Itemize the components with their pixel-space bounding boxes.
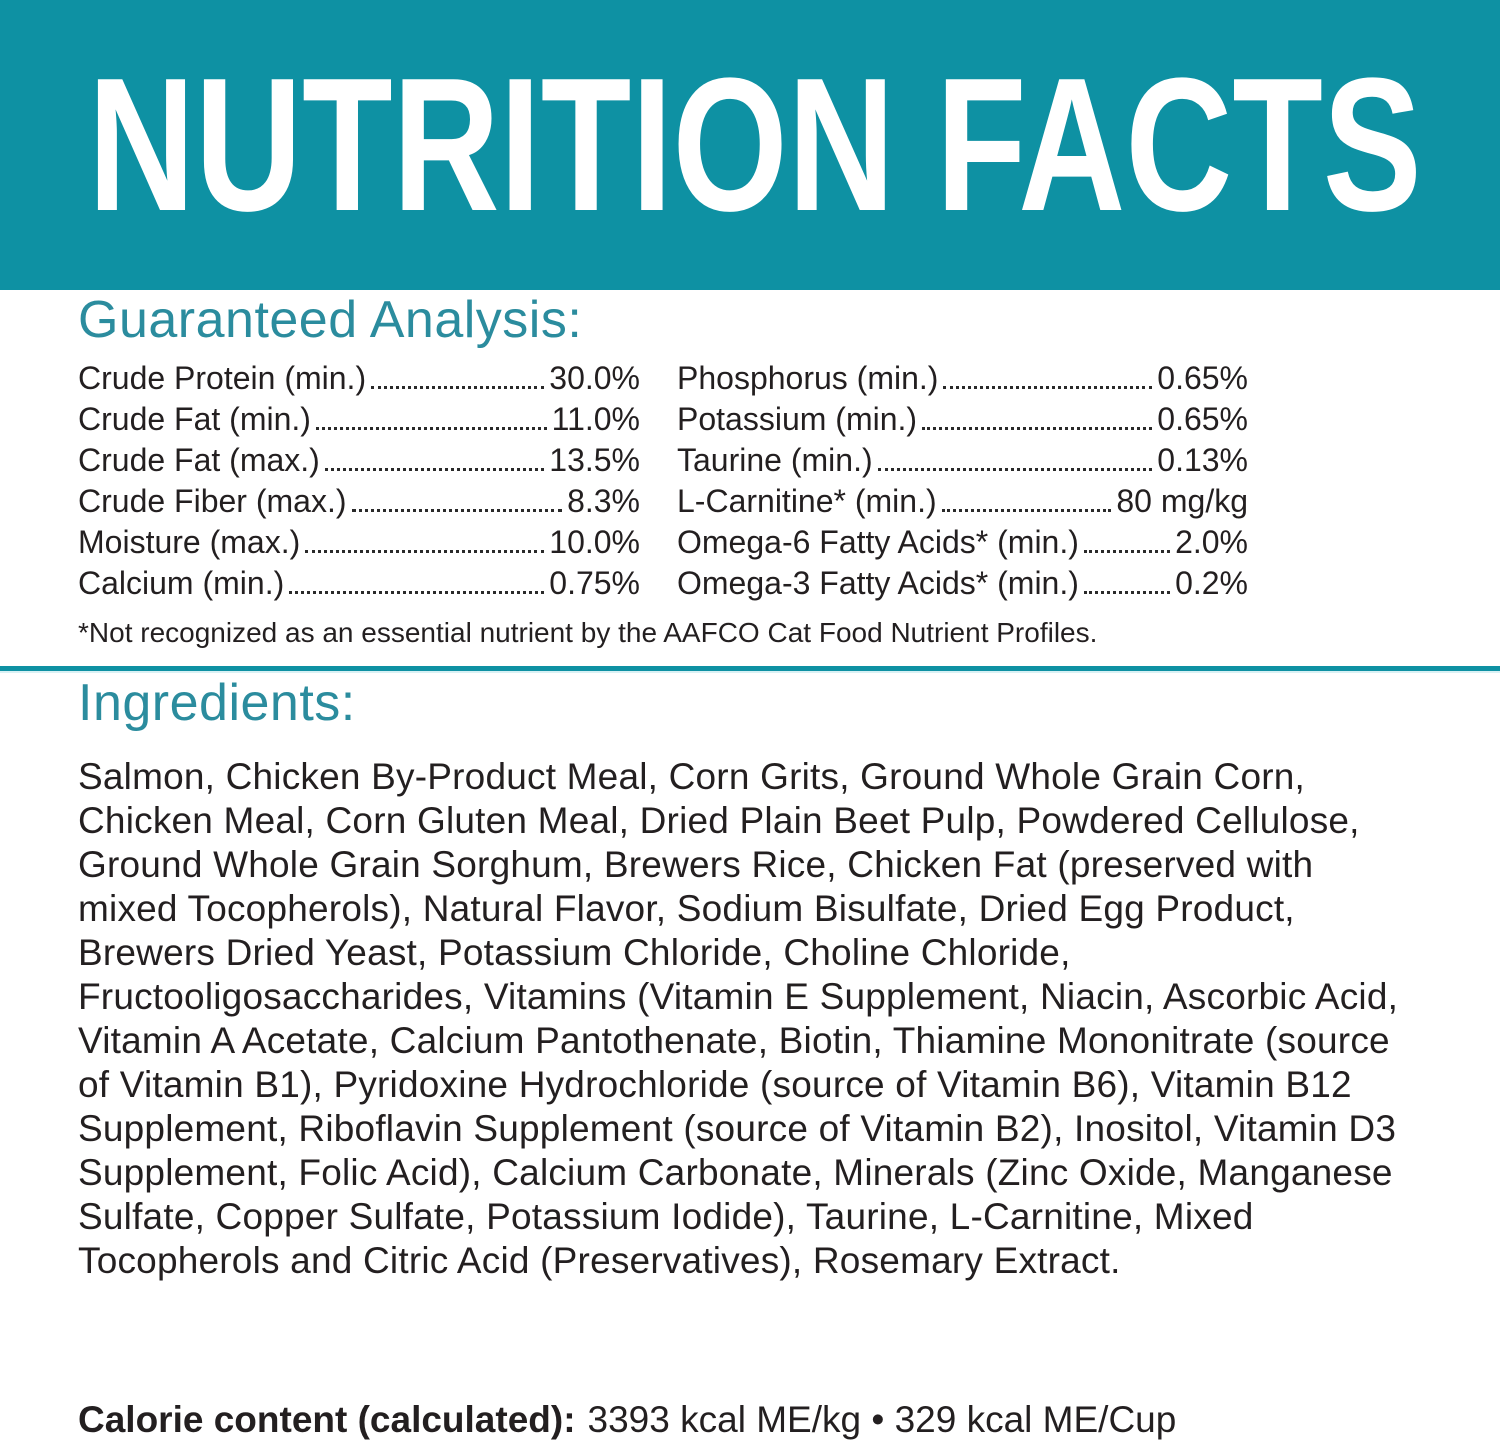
analysis-value: 80 mg/kg (1116, 483, 1248, 519)
aafco-footnote: *Not recognized as an essential nutrient by the AAFCO Cat Food Nutrient Profiles. (78, 617, 1098, 648)
analysis-value: 2.0% (1175, 524, 1248, 560)
analysis-label: Omega-3 Fatty Acids* (min.) (677, 565, 1079, 601)
section-divider (0, 666, 1500, 673)
analysis-row (78, 399, 640, 440)
analysis-row (677, 563, 1248, 604)
analysis-row (677, 522, 1248, 563)
analysis-row (78, 563, 640, 604)
dot-leader (316, 427, 547, 430)
analysis-label: Taurine (min.) (677, 442, 873, 478)
analysis-value: 0.65% (1157, 401, 1248, 437)
analysis-value: 8.3% (567, 483, 640, 519)
analysis-label: Omega-6 Fatty Acids* (min.) (677, 524, 1079, 560)
ingredients-list: Salmon, Chicken By-Product Meal, Corn Grits, Ground Whole Grain Corn, Chicken Meal, Corn Gluten Meal, Dried Plain Beet Pulp, Powdered Cellulose, Ground Whole Grain Sorghum, Brewers Rice, Chicken Fat (preserved with mixed Tocopherols), Natural Flavor, Sodium Bisulfate, Dried Egg Product, Brewers Dried Yeast, Potassium Chloride, Choline Chloride, Fructooligosaccharides, Vitamins (Vitamin E Supplement, Niacin, Ascorbic Acid, Vitamin A Acetate, Calcium Pantothenate, Biotin, Thiamine Mononitrate (source of Vitamin B1), Pyridoxine Hydrochloride (source of Vitamin B6), Vitamin B12 Supplement, Riboflavin Supplement (source of Vitamin B2), Inositol, Vitamin D3 Supplement, Folic Acid), Calcium Carbonate, Minerals (Zinc Oxide, Manganese Sulfate, Copper Sulfate, Potassium Iodide), Taurine, L-Carnitine, Mixed Tocopherols and Citric Acid (Preservatives), Rosemary Extract. (78, 756, 1399, 1281)
analysis-value: 0.65% (1157, 360, 1248, 396)
analysis-value: 10.0% (549, 524, 640, 560)
dot-leader (878, 468, 1153, 471)
dot-leader (922, 427, 1152, 430)
analysis-label: Phosphorus (min.) (677, 360, 939, 396)
calorie-content-value: 3393 kcal ME/kg • 329 kcal ME/Cup (587, 1399, 1177, 1440)
analysis-row (78, 440, 640, 481)
guaranteed-analysis-table (78, 358, 1422, 604)
dot-leader (1084, 591, 1170, 594)
header-band (0, 0, 1500, 290)
analysis-column-left (78, 358, 640, 604)
analysis-column-right (677, 358, 1248, 604)
page-title: NUTRITION FACTS (88, 39, 1422, 251)
ingredients-heading: Ingredients: (78, 674, 356, 732)
analysis-row (677, 399, 1248, 440)
analysis-row (78, 522, 640, 563)
dot-leader (942, 509, 1112, 512)
analysis-value: 0.2% (1175, 565, 1248, 601)
analysis-label: Potassium (min.) (677, 401, 918, 437)
dot-leader (352, 509, 563, 512)
dot-leader (305, 550, 544, 553)
analysis-row (677, 440, 1248, 481)
analysis-value: 13.5% (549, 442, 640, 478)
analysis-value: 0.75% (549, 565, 640, 601)
analysis-row (78, 481, 640, 522)
analysis-value: 30.0% (549, 360, 640, 396)
dot-leader (943, 386, 1152, 389)
analysis-row (677, 481, 1248, 522)
ingredients-section (0, 673, 1500, 1283)
guaranteed-analysis-heading: Guaranteed Analysis: (78, 291, 583, 349)
dot-leader (371, 386, 544, 389)
calorie-content-line (78, 1398, 1176, 1442)
analysis-label: Crude Fiber (max.) (78, 483, 347, 519)
calorie-content-label: Calorie content (calculated): (78, 1399, 576, 1440)
analysis-label: Crude Fat (max.) (78, 442, 320, 478)
guaranteed-analysis-section (0, 290, 1500, 650)
analysis-label: L-Carnitine* (min.) (677, 483, 937, 519)
analysis-row (677, 358, 1248, 399)
analysis-label: Calcium (min.) (78, 565, 285, 601)
dot-leader (325, 468, 544, 471)
dot-leader (1084, 550, 1170, 553)
analysis-label: Moisture (max.) (78, 524, 301, 560)
dot-leader (289, 591, 544, 594)
analysis-label: Crude Fat (min.) (78, 401, 311, 437)
analysis-row (78, 358, 640, 399)
analysis-value: 0.13% (1157, 442, 1248, 478)
analysis-value: 11.0% (551, 401, 640, 437)
analysis-label: Crude Protein (min.) (78, 360, 367, 396)
